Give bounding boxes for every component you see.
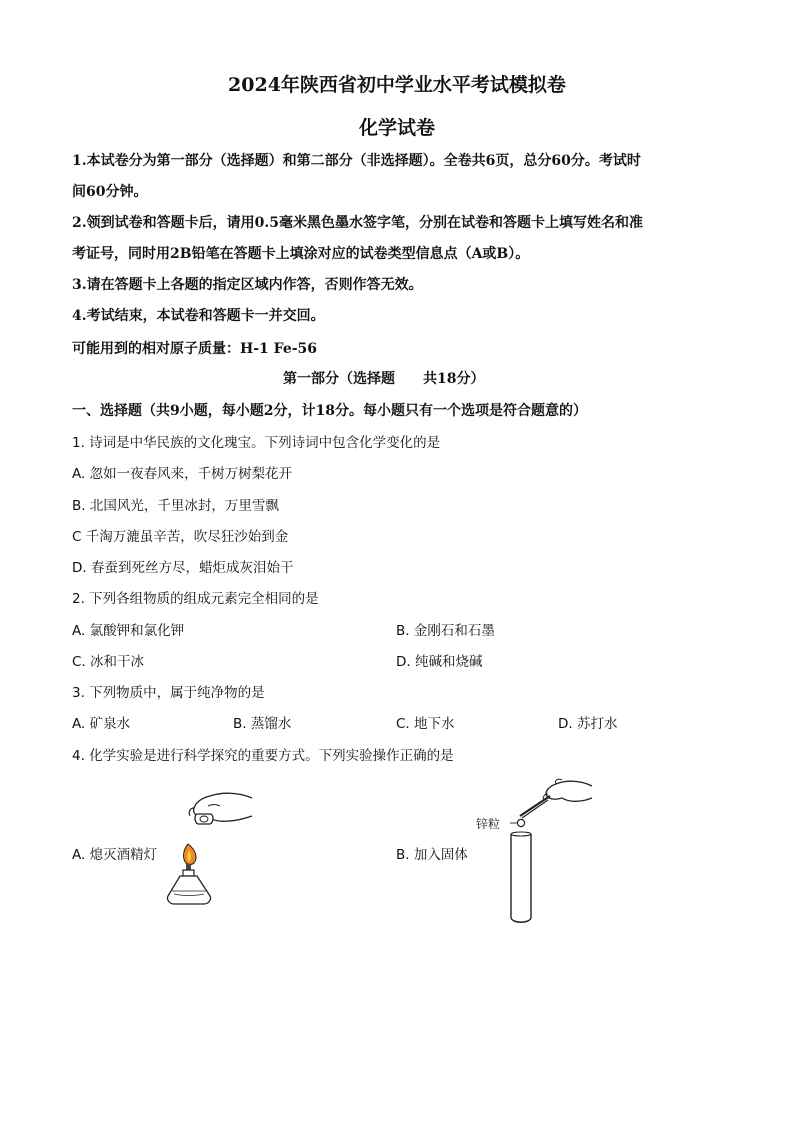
q2-option-c: C. 冰和干冰 [72,654,145,670]
part1-heading: 第一部分（选择题 共18分） [283,371,485,387]
q4-option-b: B. 加入固体 [396,847,468,863]
instruction-4: 4.考试结束，本试卷和答题卡一并交回。 [72,308,325,324]
alcohol-lamp-figure [150,786,260,911]
section-heading: 一、选择题（共9小题，每小题2分，计18分。每小题只有一个选项是符合题意的） [72,403,587,419]
q2-option-b: B. 金刚石和石墨 [396,623,495,639]
q3-stem: 3. 下列物质中，属于纯净物的是 [72,685,265,701]
instruction-3: 3.请在答题卡上各题的指定区域内作答，否则作答无效。 [72,277,423,293]
zinc-label: 锌粒 [476,817,501,831]
page-subtitle: 化学试卷 [358,117,435,139]
instruction-2-line-1: 2.领到试卷和答题卡后，请用0.5毫米黑色墨水签字笔，分别在试卷和答题卡上填写姓名和准 [72,215,643,231]
q3-option-d: D. 苏打水 [558,716,618,732]
q4-option-a: A. 熄灭酒精灯 [72,847,158,863]
instruction-2-line-2: 考证号，同时用2B铅笔在答题卡上填涂对应的试卷类型信息点（A或B）。 [72,246,530,262]
q2-stem: 2. 下列各组物质的组成元素完全相同的是 [72,591,319,607]
instruction-1-line-1: 1.本试卷分为第一部分（选择题）和第二部分（非选择题）。全卷共6页，总分60分。考试时 [72,153,641,169]
q4-stem: 4. 化学实验是进行科学探究的重要方式。下列实验操作正确的是 [72,748,454,764]
q3-option-a: A. 矿泉水 [72,716,131,732]
q1-stem: 1. 诗词是中华民族的文化瑰宝。下列诗词中包含化学变化的是 [72,435,441,451]
instruction-1-line-2: 间60分钟。 [72,184,148,200]
q1-option-d: D. 春蚕到死丝方尽，蜡炬成灰泪始干 [72,560,294,576]
q1-option-c: C 千淘万漉虽辛苦，吹尽狂沙始到金 [72,529,289,545]
q3-option-c: C. 地下水 [396,716,455,732]
q1-option-b: B. 北国风光，千里冰封，万里雪飘 [72,498,279,514]
q1-option-a: A. 忽如一夜春风来，千树万树梨花开 [72,466,293,482]
atomic-mass-note: 可能用到的相对原子质量：H-1 Fe-56 [72,341,318,357]
add-solid-figure [470,772,600,927]
q2-option-a: A. 氯酸钾和氯化钾 [72,623,185,639]
page-title: 2024年陕西省初中学业水平考试模拟卷 [228,74,566,96]
q3-option-b: B. 蒸馏水 [233,716,292,732]
q2-option-d: D. 纯碱和烧碱 [396,654,483,670]
